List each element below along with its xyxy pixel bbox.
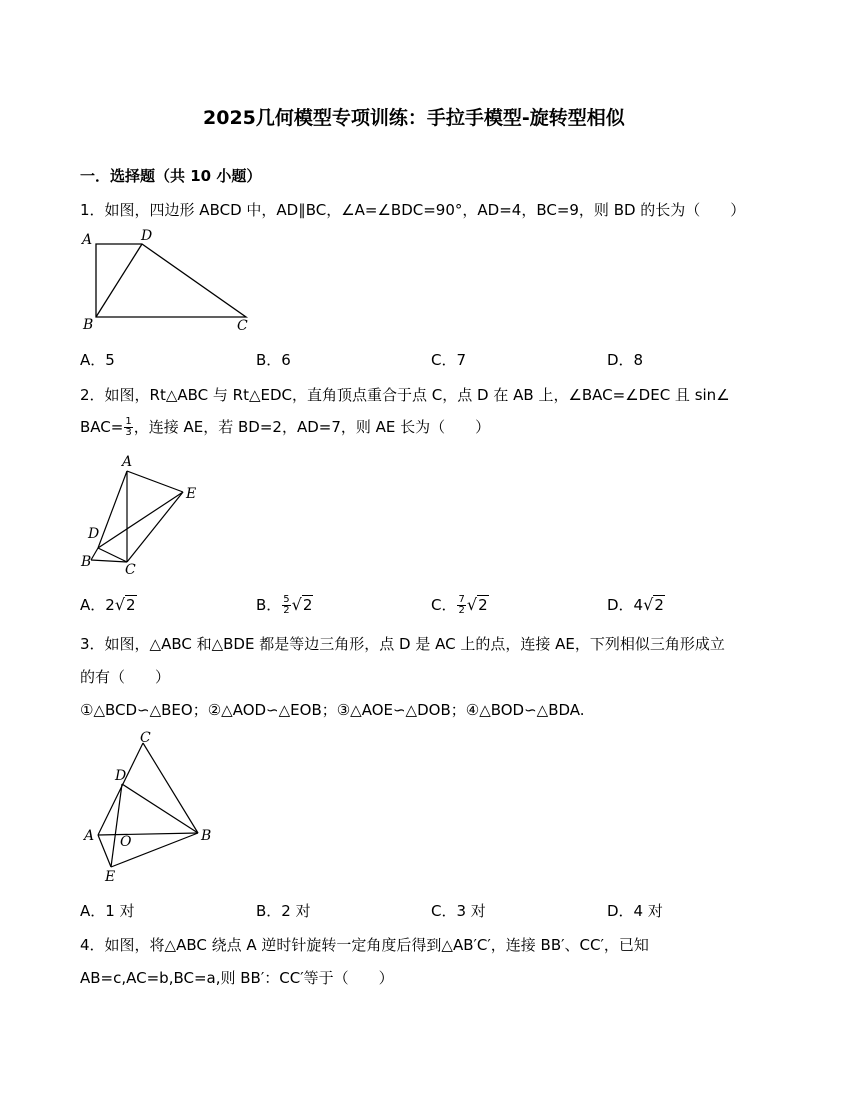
- q2-option-c-num: 7: [458, 594, 465, 605]
- q2-option-c-radical: √2: [466, 595, 488, 614]
- q2-label-a: A: [122, 454, 133, 470]
- question-2-line-2: [80, 416, 490, 438]
- q2-option-b-num: 5: [283, 594, 290, 605]
- question-1-text: 1．如图，四边形 ABCD 中，AD∥BC，∠A=∠BDC=90°，AD=4，BC=9，则 BD 的长为（ ）: [80, 201, 746, 219]
- q2-option-a-radical: √2: [114, 595, 136, 614]
- q3-label-a: A: [84, 828, 95, 844]
- q2-option-b-fraction: [282, 595, 290, 616]
- q1-option-c[interactable]: C．7: [431, 351, 467, 369]
- q1-label-b: B: [83, 317, 94, 333]
- question-4-line-2: AB=c,AC=b,BC=a,则 BB′：CC′等于（ ）: [80, 969, 394, 987]
- q2-label-c: C: [125, 562, 136, 577]
- q2-option-c-fraction: [457, 595, 465, 616]
- q2-option-d[interactable]: [607, 594, 665, 615]
- q1-label-a: A: [82, 232, 93, 248]
- q1-diagonal-bd: [96, 244, 142, 317]
- q2-frac-den: 3: [125, 427, 132, 438]
- q1-label-d: D: [141, 228, 153, 244]
- question-3-statements: ①△BCD∽△BEO；②△AOD∽△EOB；③△AOE∽△DOB；④△BOD∽△BDA.: [80, 701, 585, 719]
- q2-label-e: E: [186, 486, 197, 502]
- q2-prefix: BAC=: [80, 418, 124, 436]
- q3-label-e: E: [105, 869, 116, 885]
- q2-option-b-prefix: B．: [256, 596, 282, 614]
- q2-frac-num: 1: [125, 416, 132, 427]
- q3-option-a[interactable]: A．1 对: [80, 902, 135, 920]
- q2-label-b: B: [81, 554, 92, 570]
- question-4-line-1: 4．如图，将△ABC 绕点 A 逆时针旋转一定角度后得到△AB′C′，连接 BB′、CC′，已知: [80, 936, 649, 954]
- q2-option-a[interactable]: [80, 594, 137, 615]
- q2-option-c-den: 2: [458, 605, 465, 616]
- q2-option-b-radicand: 2: [302, 596, 313, 614]
- q2-option-c-prefix: C．: [431, 596, 457, 614]
- question-3-line-1: 3．如图，△ABC 和△BDE 都是等边三角形，点 D 是 AC 上的点，连接 AE，下列相似三角形成立: [80, 635, 725, 653]
- question-1-figure: [78, 228, 258, 333]
- q3-label-d: D: [115, 768, 127, 784]
- q2-option-d-radical: √2: [643, 595, 664, 614]
- q2-option-b[interactable]: [256, 594, 313, 616]
- q3-label-c: C: [140, 730, 151, 746]
- q2-suffix: ，连接 AE，若 BD=2，AD=7，则 AE 长为（ ）: [133, 418, 491, 436]
- q3-label-b: B: [201, 828, 212, 844]
- q1-option-b[interactable]: B．6: [256, 351, 291, 369]
- q1-option-d[interactable]: D．8: [607, 351, 644, 369]
- q3-option-c[interactable]: C．3 对: [431, 902, 486, 920]
- q2-option-d-radicand: 2: [654, 596, 664, 614]
- q2-fraction: [124, 417, 132, 438]
- q2-option-a-prefix: A．2: [80, 596, 115, 614]
- q2-option-a-radicand: 2: [126, 596, 136, 614]
- q3-label-o: O: [120, 834, 132, 850]
- q3-option-d[interactable]: D．4 对: [607, 902, 663, 920]
- q2-option-b-radical: √2: [291, 595, 313, 614]
- question-2-figure: [78, 452, 208, 577]
- page-title: 2025几何模型专项训练：手拉手模型-旋转型相似: [203, 107, 625, 129]
- question-3-line-2: 的有（ ）: [80, 668, 171, 686]
- q2-option-c[interactable]: [431, 594, 489, 616]
- q3-option-b[interactable]: B．2 对: [256, 902, 311, 920]
- question-3-figure: [78, 728, 223, 888]
- q2-label-d: D: [88, 526, 100, 542]
- section-heading: 一．选择题（共 10 小题）: [80, 167, 262, 185]
- q2-option-c-radicand: 2: [478, 596, 488, 614]
- q2-option-b-den: 2: [283, 605, 290, 616]
- q1-label-c: C: [237, 318, 248, 333]
- q2-option-d-prefix: D．4: [607, 596, 644, 614]
- q1-option-a[interactable]: A．5: [80, 351, 115, 369]
- question-2-line-1: 2．如图，Rt△ABC 与 Rt△EDC，直角顶点重合于点 C，点 D 在 AB 上，∠BAC=∠DEC 且 sin∠: [80, 386, 730, 404]
